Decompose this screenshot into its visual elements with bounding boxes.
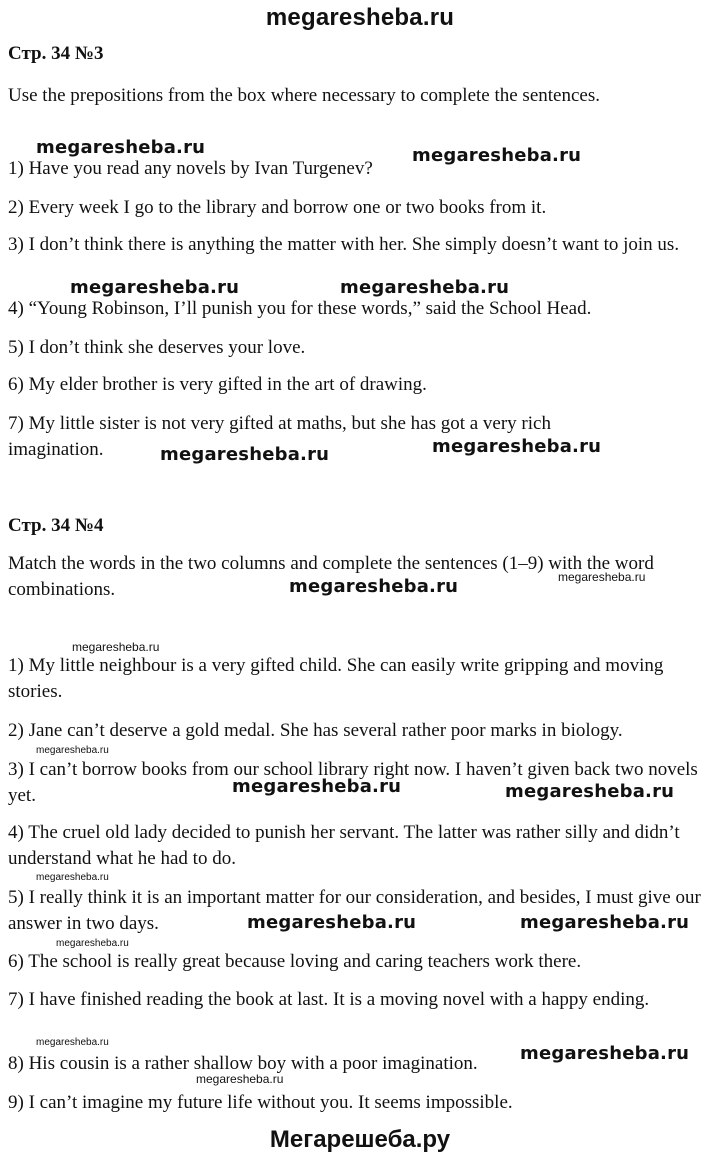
watermark: megaresheba.ru <box>558 570 646 584</box>
watermark: megaresheba.ru <box>412 145 582 166</box>
watermark: megaresheba.ru <box>56 938 129 949</box>
exercise4-answer-8: 8) His cousin is a rather shallow boy with a poor imagination. <box>8 1053 478 1074</box>
exercise4-answer-9: 9) I can’t imagine my future life without you. It seems impossible. <box>8 1092 513 1113</box>
watermark: megaresheba.ru <box>72 640 160 654</box>
exercise3-answer-3: 3) I don’t think there is anything the matter with her. She simply doesn’t want to join us. <box>8 234 680 255</box>
watermark: megaresheba.ru <box>247 912 417 933</box>
watermark: megaresheba.ru <box>36 745 109 756</box>
exercise4-instruction: Match the words in the two columns and complete the sentences (1–9) with the word combinations. <box>8 553 654 600</box>
exercise3-answer-7: 7) My little sister is not very gifted at maths, but she has got a very rich imagination. <box>8 413 551 460</box>
exercise3-answer-5: 5) I don’t think she deserves your love. <box>8 337 306 358</box>
exercise4-answer-5: 5) I really think it is an important matter for our consideration, and besides, I must give our answer in two days. <box>8 887 701 934</box>
exercise3-heading: Стр. 34 №3 <box>8 43 104 64</box>
watermark: megaresheba.ru <box>520 912 690 933</box>
exercise4-answer-3: 3) I can’t borrow books from our school library right now. I haven’t given back two novels yet. <box>8 759 698 806</box>
exercise4-heading: Стр. 34 №4 <box>8 515 104 536</box>
exercise3-instruction: Use the prepositions from the box where necessary to complete the sentences. <box>8 85 600 106</box>
exercise4-answer-6: 6) The school is really great because loving and caring teachers work there. <box>8 951 582 972</box>
exercise4-answer-1: 1) My little neighbour is a very gifted child. She can easily write gripping and moving stories. <box>8 655 664 702</box>
exercise4-answer-2: 2) Jane can’t deserve a gold medal. She has several rather poor marks in biology. <box>8 720 623 741</box>
exercise3-answer-6: 6) My elder brother is very gifted in the art of drawing. <box>8 374 427 395</box>
watermark: megaresheba.ru <box>505 781 675 802</box>
watermark: megaresheba.ru <box>36 872 109 883</box>
exercise3-answer-1: 1) Have you read any novels by Ivan Turgenev? <box>8 158 373 179</box>
exercise3-answer-2: 2) Every week I go to the library and borrow one or two books from it. <box>8 197 547 218</box>
watermark: megaresheba.ru <box>289 576 459 597</box>
watermark: megaresheba.ru <box>232 776 402 797</box>
watermark: megaresheba.ru <box>340 277 510 298</box>
watermark: megaresheba.ru <box>160 444 330 465</box>
watermark: megaresheba.ru <box>196 1072 284 1086</box>
exercise3-answer-4: 4) “Young Robinson, I’ll punish you for these words,” said the School Head. <box>8 298 592 319</box>
watermark: megaresheba.ru <box>70 277 240 298</box>
footer-title: Мегарешеба.ру <box>269 1126 451 1153</box>
watermark: megaresheba.ru <box>432 436 602 457</box>
site-title: megaresheba.ru <box>265 4 455 31</box>
watermark: megaresheba.ru <box>520 1043 690 1064</box>
watermark: megaresheba.ru <box>36 137 206 158</box>
exercise4-answer-4: 4) The cruel old lady decided to punish her servant. The latter was rather silly and didn’t understand what he had to do. <box>8 822 680 869</box>
watermark: megaresheba.ru <box>36 1037 109 1048</box>
exercise4-answer-7: 7) I have finished reading the book at last. It is a moving novel with a happy ending. <box>8 989 650 1010</box>
